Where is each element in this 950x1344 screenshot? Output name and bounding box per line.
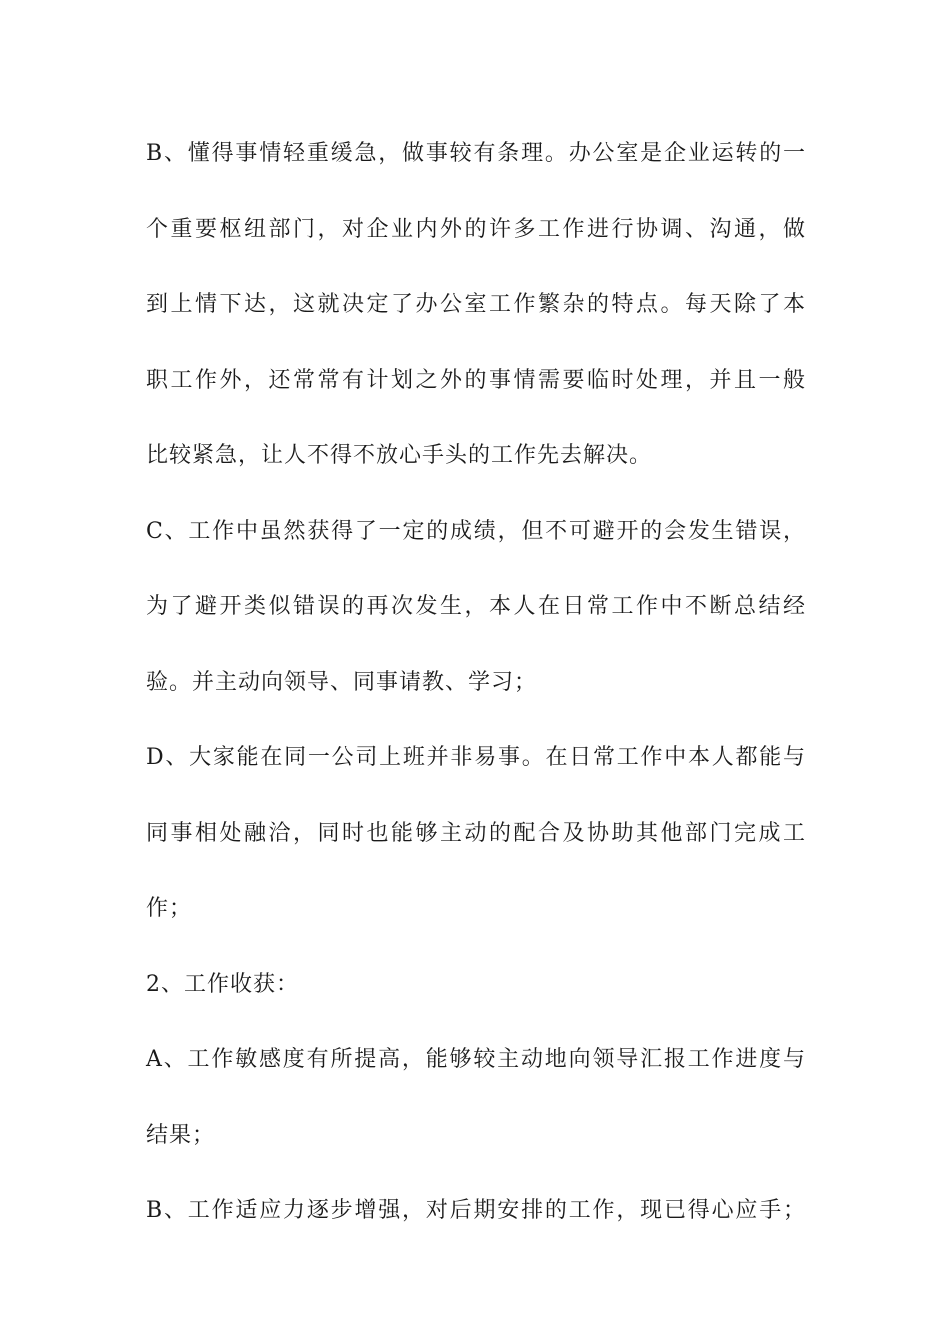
text-line: 作； xyxy=(146,896,193,921)
text-line: B、工作适应力逐步增强，对后期安排的工作，现已得心应手； xyxy=(146,1198,806,1223)
text-line: D、大家能在同一公司上班并非易事。在日常工作中本人都能与 xyxy=(146,745,806,770)
text-line: 比较紧急，让人不得不放心手头的工作先去解决。 xyxy=(146,443,653,468)
body-text xyxy=(146,128,806,1261)
text-line: A、工作敏感度有所提高，能够较主动地向领导汇报工作进度与 xyxy=(146,1047,806,1072)
text-line: 2、工作收获： xyxy=(146,971,299,997)
text-line: 个重要枢纽部门，对企业内外的许多工作进行协调、沟通，做 xyxy=(146,216,806,242)
text-line: 职工作外，还常常有计划之外的事情需要临时处理，并且一般 xyxy=(146,367,806,393)
text-line: C、工作中虽然获得了一定的成绩，但不可避开的会发生错误， xyxy=(146,518,806,544)
text-line: 同事相处融洽，同时也能够主动的配合及协助其他部门完成工 xyxy=(146,820,806,846)
text-line: 为了避开类似错误的再次发生，本人在日常工作中不断总结经 xyxy=(146,594,806,619)
text-line: 到上情下达，这就决定了办公室工作繁杂的特点。每天除了本 xyxy=(146,292,806,317)
text-line: B、懂得事情轻重缓急，做事较有条理。办公室是企业运转的一 xyxy=(146,141,806,166)
text-line: 验。并主动向领导、同事请教、学习； xyxy=(146,669,538,695)
text-line: 结果； xyxy=(146,1122,216,1148)
